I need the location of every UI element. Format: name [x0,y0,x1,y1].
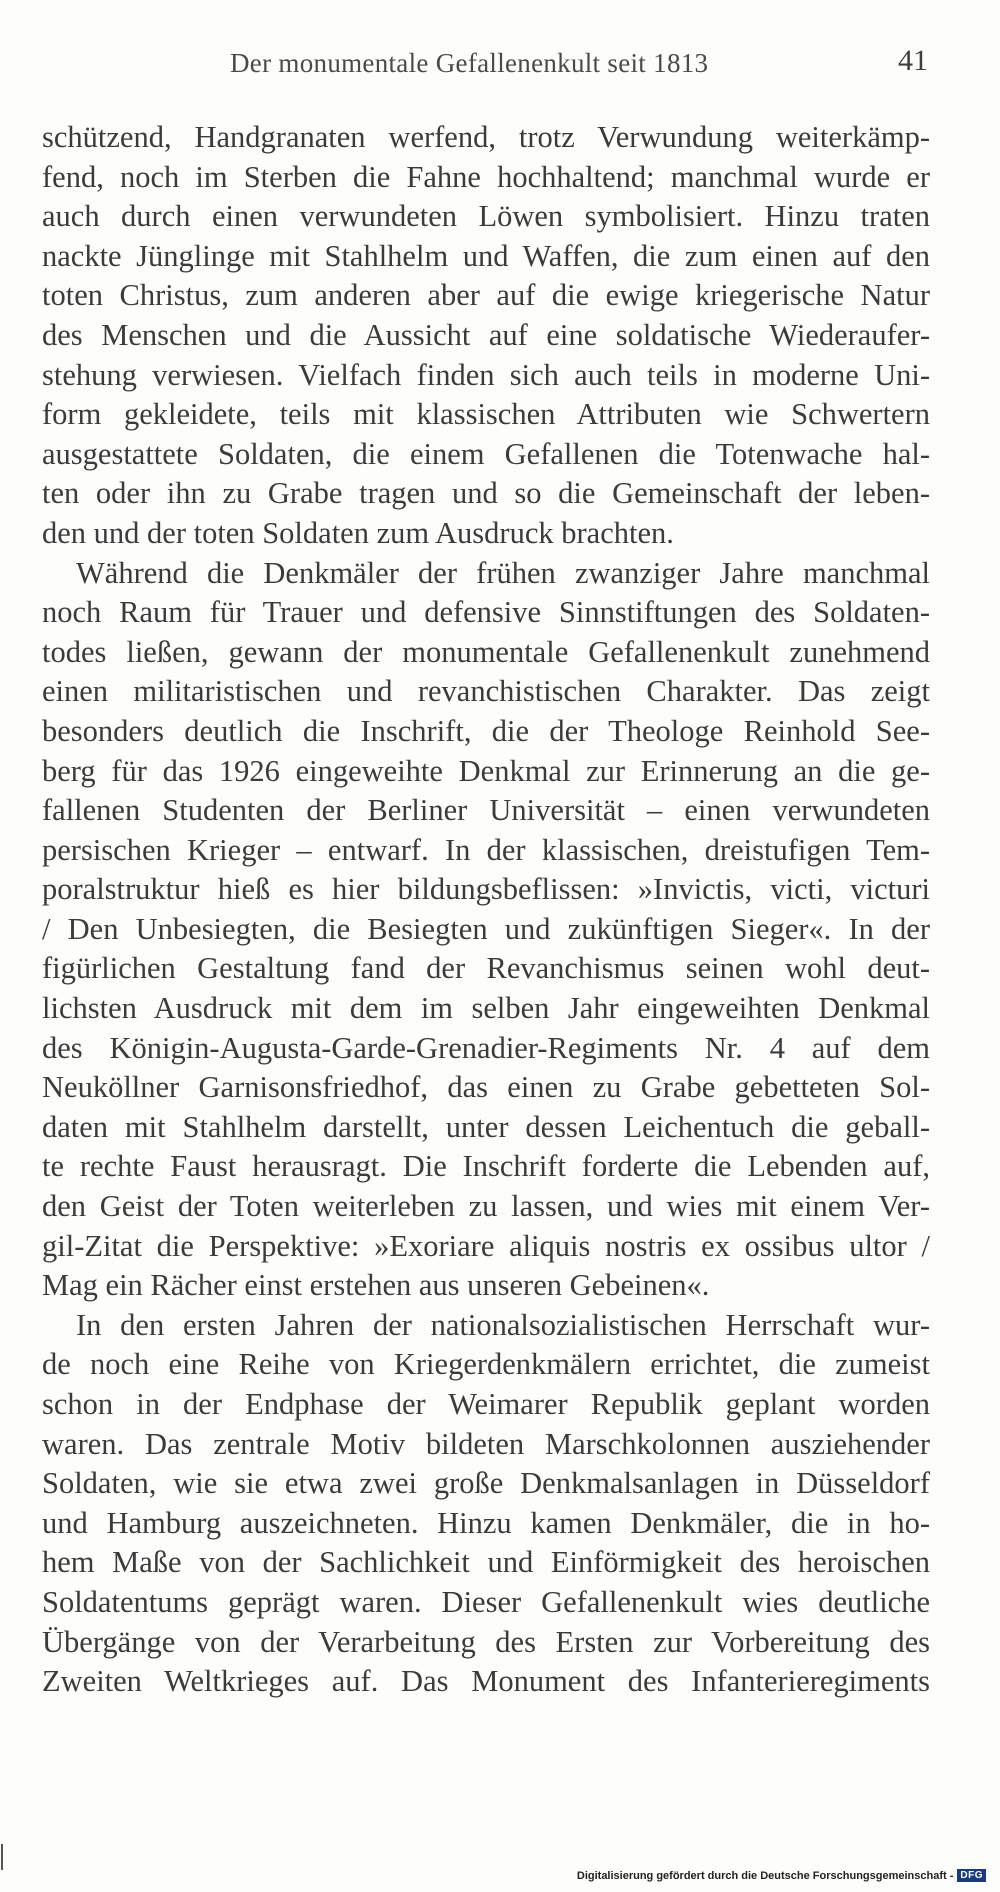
scan-edge-mark [1,1844,3,1870]
text-line: te rechte Faust herausragt. Die Inschrift forderte die Lebenden auf, [42,1149,930,1184]
paragraph-3 [42,1306,930,1702]
text-line: besonders deutlich die Inschrift, die der Theologe Reinhold See- [42,713,930,748]
text-line: fend, noch im Sterben die Fahne hochhaltend; manchmal wurde er [42,159,930,194]
text-line: Übergänge von der Verarbeitung des Ersten zur Vorbereitung des [42,1624,930,1659]
text-line: figürlichen Gestaltung fand der Revanchismus seinen wohl deut- [42,951,930,986]
text-line: Mag ein Rächer einst erstehen aus unseren Gebeinen«. [42,1268,710,1303]
running-head [42,42,928,86]
text-line: todes ließen, gewann der monumentale Gefallenenkult zunehmend [42,634,930,669]
text-line: waren. Das zentrale Motiv bildeten Marschkolonnen ausziehender [42,1426,930,1461]
text-line: noch Raum für Trauer und defensive Sinnstiftungen des Soldaten- [42,595,930,630]
text-line: Soldatentums geprägt waren. Dieser Gefallenenkult wies deutliche [42,1584,930,1619]
text-line: Während die Denkmäler der frühen zwanziger Jahre manchmal [76,555,930,590]
page-number: 41 [898,44,928,77]
dfg-logo: DFG [957,1869,986,1882]
text-line: auch durch einen verwundeten Löwen symbolisiert. Hinzu traten [42,199,930,234]
text-line: den Geist der Toten weiterleben zu lassen, und wies mit einem Ver- [42,1189,930,1224]
text-line: daten mit Stahlhelm darstellt, unter dessen Leichentuch die geball- [42,1109,930,1144]
text-line: den und der toten Soldaten zum Ausdruck brachten. [42,515,674,550]
digitization-credit [577,1869,986,1882]
paragraph-1 [42,118,930,554]
paragraph-2 [42,554,930,1306]
text-line: lichsten Ausdruck mit dem im selben Jahr eingeweihten Denkmal [42,991,930,1026]
text-line: poralstruktur hieß es hier bildungsbeflissen: »Invictis, victi, victuri [42,872,930,907]
text-line: des Menschen und die Aussicht auf eine soldatische Wiederaufer- [42,317,930,352]
text-line: schon in der Endphase der Weimarer Republik geplant worden [42,1387,930,1421]
running-title: Der monumentale Gefallenenkult seit 1813 [230,48,709,78]
text-line: gil-Zitat die Perspektive: »Exoriare aliquis nostris ex ossibus ultor / [42,1228,930,1263]
text-line: nackte Jünglinge mit Stahlhelm und Waffen, die zum einen auf den [42,238,930,273]
text-line: des Königin-Augusta-Garde-Grenadier-Regiments Nr. 4 auf dem [42,1030,930,1065]
text-line: berg für das 1926 eingeweihte Denkmal zur Erinnerung an die ge- [42,753,930,788]
text-line: schützend, Handgranaten werfend, trotz Verwundung weiterkämp- [42,120,930,154]
text-line: Zweiten Weltkrieges auf. Das Monument des Infanterieregiments [42,1664,930,1699]
text-line: hem Maße von der Sachlichkeit und Einförmigkeit des heroischen [42,1545,930,1580]
text-line: In den ersten Jahren der nationalsozialistischen Herrschaft wur- [76,1307,930,1342]
body-text [42,118,930,1702]
text-line: und Hamburg auszeichneten. Hinzu kamen Denkmäler, die in ho- [42,1505,930,1540]
text-line: persischen Krieger – entwarf. In der klassischen, dreistufigen Tem- [42,832,930,867]
text-line: ausgestattete Soldaten, die einem Gefallenen die Totenwache hal- [42,436,930,471]
text-line: Soldaten, wie sie etwa zwei große Denkmalsanlagen in Düsseldorf [42,1466,930,1501]
text-line: Neuköllner Garnisonsfriedhof, das einen zu Grabe gebetteten Sol- [42,1070,930,1105]
text-line: form gekleidete, teils mit klassischen Attributen wie Schwertern [42,397,930,432]
text-line: fallenen Studenten der Berliner Universität – einen verwundeten [42,793,930,828]
text-line: stehung verwiesen. Vielfach finden sich auch teils in moderne Uni- [42,357,930,392]
text-line: ten oder ihn zu Grabe tragen und so die Gemeinschaft der leben- [42,476,930,511]
digitization-credit-text: Digitalisierung gefördert durch die Deutsche Forschungsgemeinschaft - [576,1869,954,1882]
text-line: / Den Unbesiegten, die Besiegten und zukünftigen Sieger«. In der [42,911,930,946]
text-line: de noch eine Reihe von Kriegerdenkmälern errichtet, die zumeist [42,1347,930,1382]
text-line: einen militaristischen und revanchistischen Charakter. Das zeigt [42,674,930,709]
text-line: toten Christus, zum anderen aber auf die ewige kriegerische Natur [42,278,930,313]
